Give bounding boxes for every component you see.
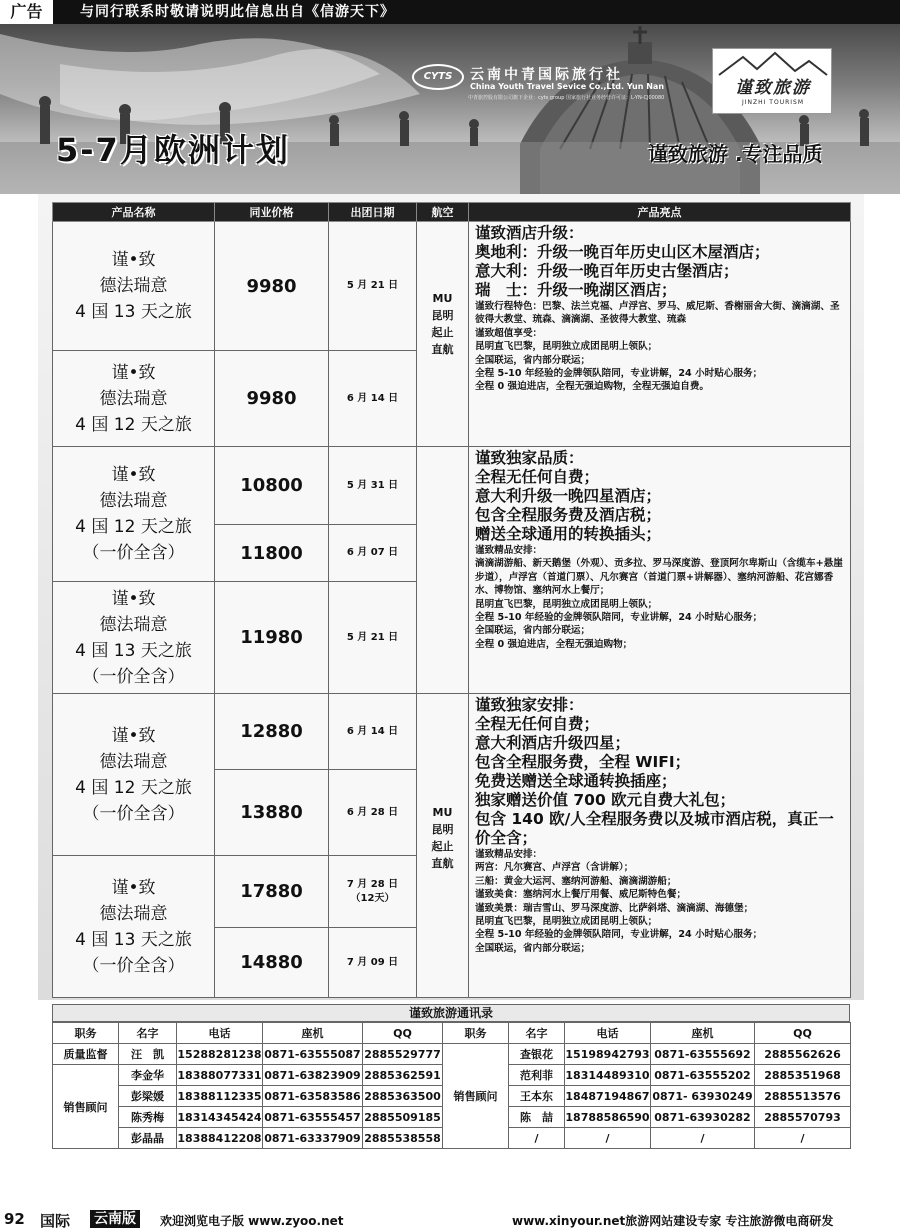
landline: 0871- 63930249: [651, 1086, 755, 1107]
contact-directory: [52, 1004, 850, 1149]
name: 查银花: [509, 1044, 565, 1065]
product-name: 谨•致 德法瑞意 4 国 12 天之旅 （一价全含）: [53, 447, 215, 582]
source-notice: 与同行联系时敬请说明此信息出自《信游天下》: [80, 4, 395, 20]
phone: 18388412208: [177, 1128, 263, 1149]
product-name: 谨•致 德法瑞意 4 国 13 天之旅: [53, 222, 215, 351]
qq: 2885529777: [363, 1044, 443, 1065]
role: 销售顾问: [53, 1065, 119, 1149]
landline: 0871-63930282: [651, 1107, 755, 1128]
page-title: 5-7月欧洲计划: [56, 131, 290, 169]
airline: MU 昆明 起止 直航: [417, 222, 469, 447]
qq: 2885570793: [755, 1107, 851, 1128]
product-name: 谨•致 德法瑞意 4 国 13 天之旅 （一价全含）: [53, 582, 215, 694]
landline: 0871-63555692: [651, 1044, 755, 1065]
col-role: 职务: [443, 1023, 509, 1044]
qq: /: [755, 1128, 851, 1149]
highlights-detail: 谨致精品安排： 滴滴湖游船、新天鹅堡（外观）、贡多拉、罗马深度游、登顶阿尔卑斯山（含缆车+悬崖步道），卢浮宫（首道门票）、凡尔赛宫（首道门票+讲解器）、塞纳河游船、花宫娜香水、博物馆、塞纳河水上餐厅； 昆明直飞巴黎，昆明独立成团昆明上领队； 全程 5-10 年经验的金牌领队陪同，专业讲解，24 小时贴心服务； 全国联运，省内部分联运； 全程 0 强迫进店，全程无强迫购物；: [475, 545, 843, 650]
name: 彭梁媛: [119, 1086, 177, 1107]
header-airline: 航空: [417, 203, 469, 222]
phone: /: [565, 1128, 651, 1149]
phone: 15198942793: [565, 1044, 651, 1065]
phone: 18314489310: [565, 1065, 651, 1086]
qq: 2885538558: [363, 1128, 443, 1149]
price: 14880: [215, 928, 329, 998]
departure-date: 7 月 09 日: [329, 928, 417, 998]
departure-date: 5 月 31 日: [329, 447, 417, 525]
landline: 0871-63555087: [263, 1044, 363, 1065]
departure-date: 5 月 21 日: [329, 222, 417, 351]
contact-table: [52, 1022, 851, 1149]
departure-date: 6 月 14 日: [329, 694, 417, 770]
role: 销售顾问: [443, 1044, 509, 1149]
agency-name-cn: 云南中青国际旅行社: [470, 67, 623, 83]
highlights-main: 谨致酒店升级： 奥地利：升级一晚百年历史山区木屋酒店； 意大利：升级一晚百年历史古堡酒店； 瑞 士：升级一晚湖区酒店；: [475, 224, 770, 299]
departure-date: 6 月 14 日: [329, 351, 417, 447]
airline-empty: [417, 447, 469, 694]
col-name: 名字: [119, 1023, 177, 1044]
landline: 0871-63555457: [263, 1107, 363, 1128]
airline: MU 昆明 起止 直航: [417, 694, 469, 998]
header-highlights: 产品亮点: [469, 203, 851, 222]
top-banner: [0, 0, 900, 24]
name: 汪 凯: [119, 1044, 177, 1065]
col-role: 职务: [53, 1023, 119, 1044]
departure-date: 7 月 28 日 （12天）: [329, 856, 417, 928]
cyts-logo: CYTS: [412, 64, 464, 90]
agency-name-en: China Youth Travel Sevice Co.,Ltd. Yun Nan: [470, 82, 665, 91]
price: 9980: [215, 351, 329, 447]
slogan: 谨致旅游 .专注品质: [648, 142, 823, 166]
qq: 2885562626: [755, 1044, 851, 1065]
footer-sponsor-link[interactable]: www.xinyour.net旅游网站建设专家 专注旅游微电商研发: [512, 1214, 834, 1228]
col-qq: QQ: [363, 1023, 443, 1044]
footer-website-link[interactable]: 欢迎浏览电子版 www.zyoo.net: [160, 1214, 344, 1228]
agency-fine-print: 中青旅控股有限公司旗下企业：cyts group 国家旅行社业务经营许可证：L-YN-CJ00080: [468, 95, 665, 101]
phone: 18314345424: [177, 1107, 263, 1128]
ad-tag: 广告: [0, 0, 56, 24]
price: 11980: [215, 582, 329, 694]
price: 9980: [215, 222, 329, 351]
departure-date: 5 月 21 日: [329, 582, 417, 694]
qq: 2885362591: [363, 1065, 443, 1086]
header-date: 出团日期: [329, 203, 417, 222]
departure-date: 6 月 07 日: [329, 525, 417, 582]
product-name: 谨•致 德法瑞意 4 国 13 天之旅 （一价全含）: [53, 856, 215, 998]
header-price: 同业价格: [215, 203, 329, 222]
table-header-row: [53, 203, 851, 222]
highlights-main: 谨致独家安排： 全程无任何自费； 意大利酒店升级四星； 包含全程服务费，全程 WIFI； 免费送赠送全球通转换插座； 独家赠送价值 700 欧元自费大礼包； 包含 140 欧/人全程服务费以及城市酒店税，真正一价全含；: [475, 696, 834, 847]
name: 彭晶晶: [119, 1128, 177, 1149]
price: 17880: [215, 856, 329, 928]
landline: 0871-63337909: [263, 1128, 363, 1149]
product-table: [52, 202, 851, 998]
section-label: 国际: [40, 1212, 71, 1230]
phone: 18388112335: [177, 1086, 263, 1107]
edition-badge: 云南版: [90, 1210, 140, 1228]
col-phone: 电话: [177, 1023, 263, 1044]
product-name: 谨•致 德法瑞意 4 国 12 天之旅: [53, 351, 215, 447]
price: 13880: [215, 770, 329, 856]
jinzhi-logo: [712, 48, 832, 114]
header-product: 产品名称: [53, 203, 215, 222]
table-row: [53, 694, 851, 770]
col-qq: QQ: [755, 1023, 851, 1044]
qq: 2885363500: [363, 1086, 443, 1107]
agency-brand: [412, 64, 692, 118]
page-footer: [0, 1208, 900, 1230]
landline: 0871-63555202: [651, 1065, 755, 1086]
phone: 18788586590: [565, 1107, 651, 1128]
name: /: [509, 1128, 565, 1149]
price: 11800: [215, 525, 329, 582]
contact-row: [53, 1044, 851, 1065]
page-number: 92: [4, 1210, 25, 1228]
hero-banner: [0, 24, 900, 194]
contact-title: 谨致旅游通讯录: [52, 1004, 850, 1022]
price: 12880: [215, 694, 329, 770]
qq: 2885351968: [755, 1065, 851, 1086]
product-name: 谨•致 德法瑞意 4 国 12 天之旅 （一价全含）: [53, 694, 215, 856]
qq: 2885509185: [363, 1107, 443, 1128]
departure-date: 6 月 28 日: [329, 770, 417, 856]
phone: 18487194867: [565, 1086, 651, 1107]
price: 10800: [215, 447, 329, 525]
jinzhi-logo-en: JINZHI TOURISM: [741, 99, 805, 106]
name: 陈秀梅: [119, 1107, 177, 1128]
contact-header-row: [53, 1023, 851, 1044]
role: 质量监督: [53, 1044, 119, 1065]
col-landline: 座机: [263, 1023, 363, 1044]
col-name: 名字: [509, 1023, 565, 1044]
highlights-cell: [469, 694, 851, 998]
highlights-cell: [469, 222, 851, 447]
jinzhi-logo-text: 谨致旅游: [735, 78, 811, 98]
landline: 0871-63583586: [263, 1086, 363, 1107]
name: 陈 喆: [509, 1107, 565, 1128]
name: 李金华: [119, 1065, 177, 1086]
table-row: [53, 447, 851, 525]
col-landline: 座机: [651, 1023, 755, 1044]
name: 范利菲: [509, 1065, 565, 1086]
table-row: [53, 222, 851, 351]
phone: 15288281238: [177, 1044, 263, 1065]
highlights-detail: 谨致行程特色：巴黎、法兰克福、卢浮宫、罗马、威尼斯、香榭丽舍大街、滴滴湖、圣彼得大教堂、琉森、滴滴湖、圣彼得大教堂、琉森 谨致超值享受： 昆明直飞巴黎，昆明独立成团昆明上领队； 全国联运，省内部分联运； 全程 5-10 年经验的金牌领队陪同，专业讲解，24 小时贴心服务； 全程 0 强迫进店，全程无强迫购物，全程无强迫自费。: [475, 301, 840, 393]
highlights-main: 谨致独家品质： 全程无任何自费； 意大利升级一晚四星酒店； 包含全程服务费及酒店税； 赠送全球通用的转换插头；: [475, 449, 662, 543]
highlights-detail: 谨致精品安排： 两宫：凡尔赛宫、卢浮宫（含讲解）； 三船：黄金大运河、塞纳河游船、滴滴湖游船； 谨致美食：塞纳河水上餐厅用餐、威尼斯特色餐； 谨致美景：瑞吉雪山、罗马深度游、比萨斜塔、滴滴湖、海德堡； 昆明直飞巴黎，昆明独立成团昆明上领队； 全程 5-10 年经验的金牌领队陪同，专业讲解，24 小时贴心服务； 全国联运，省内部分联运；: [475, 849, 763, 954]
highlights-cell: [469, 447, 851, 694]
phone: 18388077331: [177, 1065, 263, 1086]
name: 王本东: [509, 1086, 565, 1107]
qq: 2885513576: [755, 1086, 851, 1107]
landline: 0871-63823909: [263, 1065, 363, 1086]
landline: /: [651, 1128, 755, 1149]
col-phone: 电话: [565, 1023, 651, 1044]
